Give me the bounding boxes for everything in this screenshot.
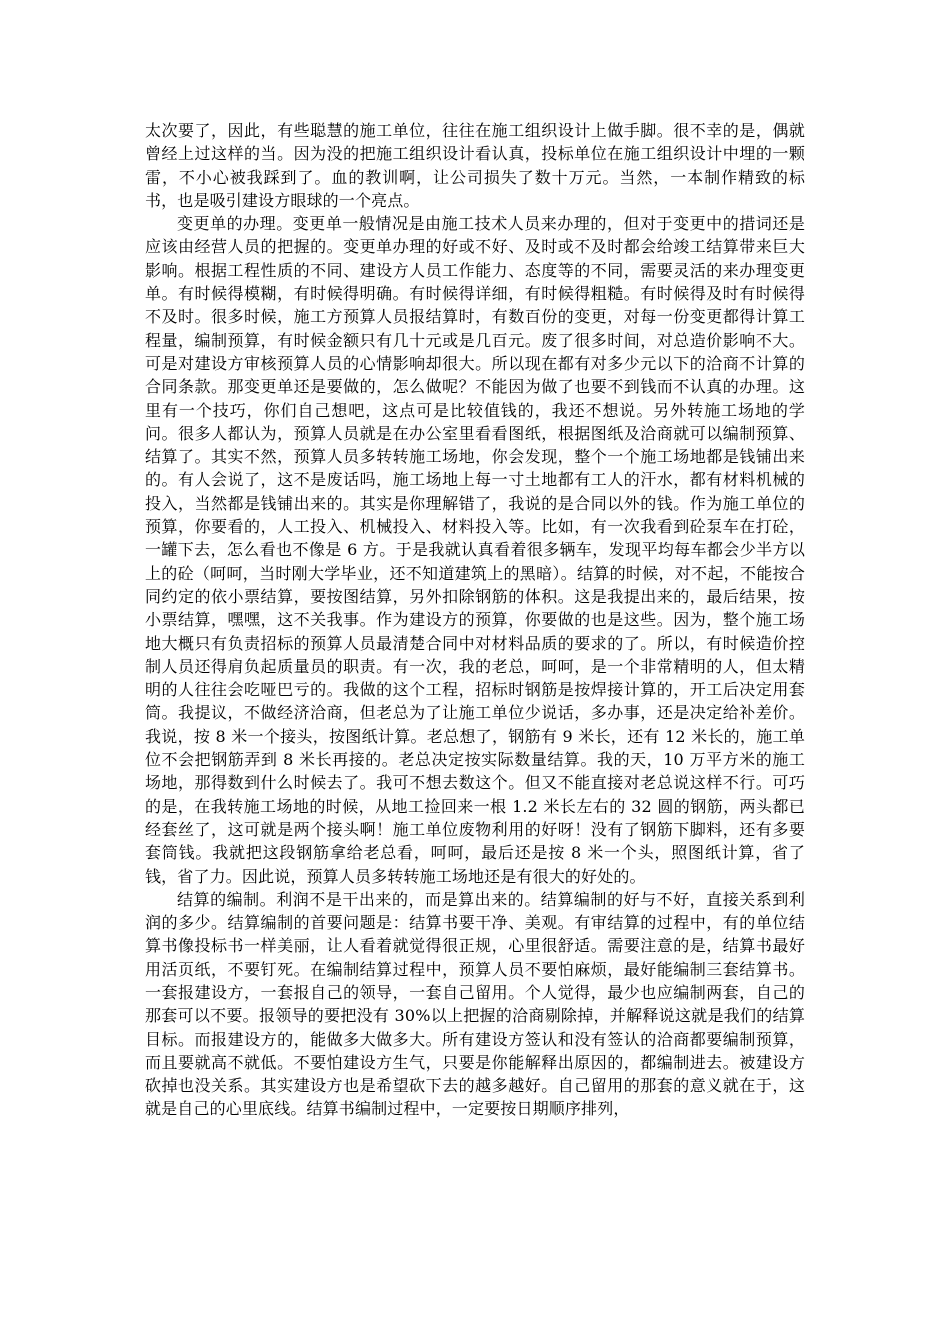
paragraph-tender-docs: 太次要了，因此，有些聪慧的施工单位，往往在施工组织设计上做手脚。很不幸的是，偶就曾经上过这样的当。因为没的把施工组织设计看认真，投标单位在施工组织设计中埋的一颗雷，不小心被我踩到了。血的教训啊，让公司损失了数十万元。当然，一本制作精致的标书，也是吸引建设方眼球的一个亮点。 (145, 121, 805, 210)
document-body (145, 119, 805, 1121)
paragraph-change-orders: 变更单的办理。变更单一般情况是由施工技术人员来办理的，但对于变更中的措词还是应该由经营人员的把握的。变更单办理的好或不好、及时或不及时都会给竣工结算带来巨大影响。根据工程性质的不同、建设方人员工作能力、态度等的不同，需要灵活的来办理变更单。有时候得模糊，有时候得明确。有时候得详细，有时候得粗糙。有时候得及时有时候得不及时。很多时候，施工方预算人员报结算时，有数百份的变更，对每一份变更都得计算工程量，编制预算，有时候金额只有几十元或是几百元。废了很多时间，对总造价影响不大。可是对建设方审核预算人员的心情影响却很大。所以现在都有对多少元以下的洽商不计算的合同条款。那变更单还是要做的，怎么做呢？不能因为做了也要不到钱而不认真的办理。这里有一个技巧，你们自己想吧，这点可是比较值钱的，我还不想说。另外转施工场地的学问。很多人都认为，预算人员就是在办公室里看看图纸，根据图纸及洽商就可以编制预算、结算了。其实不然，预算人员多转转施工场地，你会发现，整个一个施工场地都是钱铺出来的。有人会说了，这不是废话吗，施工场地上每一寸土地都有工人的汗水，都有材料机械的投入，当然都是钱铺出来的。其实是你理解错了，我说的是合同以外的钱。作为施工单位的预算，你要看的，人工投入、机械投入、材料投入等。比如，有一次我看到砼泵车在打砼，一罐下去，怎么看也不像是 6 方。于是我就认真看着很多辆车，发现平均每车都会少半方以上的砼（呵呵，当时刚大学毕业，还不知道建筑上的黑暗）。结算的时候，对不起，不能按合同约定的依小票结算，要按图结算，另外扣除钢筋的体积。这是我提出来的，最后结果，按小票结算，嘿嘿，这不关我事。作为建设方的预算，你要做的也是这些。因为，整个施工场地大概只有负责招标的预算人员最清楚合同中对材料品质的要求的了。所以，有时候造价控制人员还得肩负起质量员的职责。有一次，我的老总，呵呵，是一个非常精明的人，但太精明的人往往会吃哑巴亏的。我做的这个工程，招标时钢筋是按焊接计算的，开工后决定用套筒。我提议，不做经济洽商，但老总为了让施工单位少说话，多办事，还是决定给补差价。我说，按 8 米一个接头，按图纸计算。老总想了，钢筋有 9 米长，还有 12 米长的，施工单位不会把钢筋弄到 8 米长再接的。老总决定按实际数量结算。我的天，10 万平方米的施工场地，那得数到什么时候去了。我可不想去数这个。但又不能直接对老总说这样不行。可巧的是，在我转施工场地的时候，从地工捡回来一根 1.2 米长左右的 32 圆的钢筋，两头都已经套丝了，这可就是两个接头啊！施工单位废物利用的好呀！没有了钢筋下脚料，还有多要套筒钱。我就把这段钢筋拿给老总看，呵呵，最后还是按 8 米一个头，照图纸计算，省了钱，省了力。因此说，预算人员多转转施工场地还是有很大的好处的。 (145, 214, 805, 886)
paragraph-settlement: 结算的编制。利润不是干出来的，而是算出来的。结算编制的好与不好，直接关系到利润的多少。结算编制的首要问题是：结算书要干净、美观。有审结算的过程中，有的单位结算书像投标书一样美丽，让人看着就觉得很正规，心里很舒适。需要注意的是，结算书最好用活页纸，不要钉死。在编制结算过程中，预算人员不要怕麻烦，最好能编制三套结算书。一套报建设方，一套报自己的领导，一套自己留用。个人觉得，最少也应编制两套，自己的那套可以不要。报领导的要把没有 30%以上把握的洽商剔除掉，并解释说这就是我们的结算目标。而报建设方的，能做多大做多大。所有建设方签认和没有签认的洽商都要编制预算，而且要就高不就低。不要怕建设方生气，只要是你能解释出原因的，都编制进去。被建设方砍掉也没关系。其实建设方也是希望砍下去的越多越好。自己留用的那套的意义就在于，这就是自己的心里底线。结算书编制过程中，一定要按日期顺序排列， (145, 889, 805, 1119)
